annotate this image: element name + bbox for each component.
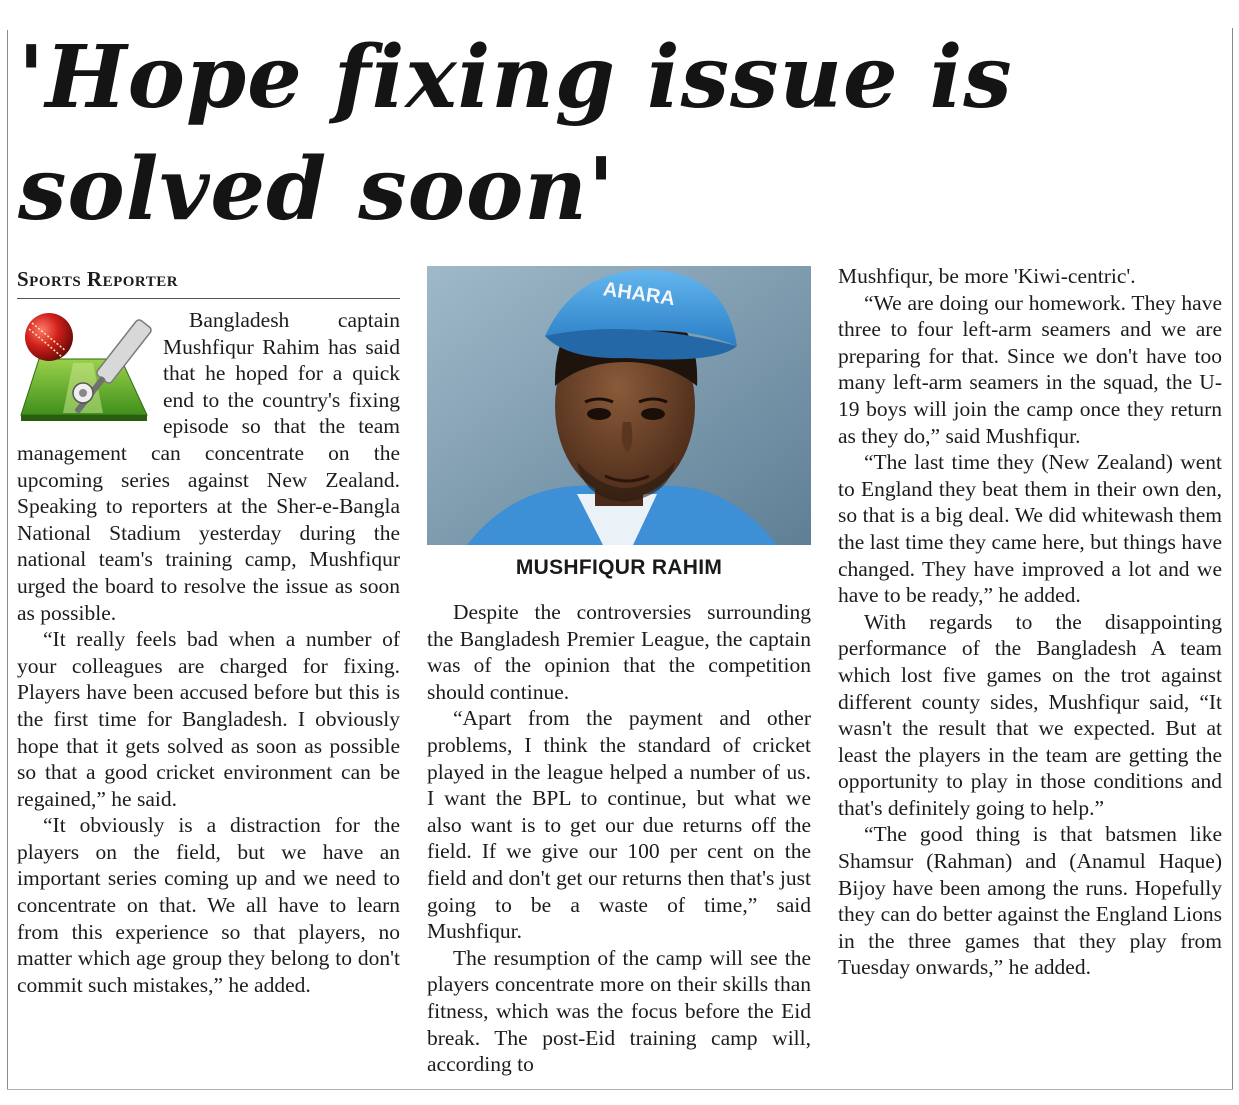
article-paragraph: Despite the controversies surrounding the Bangladesh Premier League, the captain was of the opinion that the competition should continue. <box>427 600 811 704</box>
article-paragraph: With regards to the disappointing performance of the Bangladesh A team which lost five games on the trot against different county sides, Mushfiqur said, “It wasn't the result that we expected. But at least the players in the team are getting the opportunity to play in those conditions and that's definitely going to help.” <box>838 609 1222 820</box>
article-paragraph: Mushfiqur, be more 'Kiwi-centric'. <box>838 264 1136 288</box>
article-paragraph: “It obviously is a distraction for the players on the field, but we have an important series coming up and we need to concentrate on that. We all have to learn from this experience so that players, no matter which age group they belong to don't commit such mistakes,” he added. <box>17 813 400 997</box>
cap-logo-text: AHARA <box>601 278 677 311</box>
byline: Sports Reporter <box>17 266 400 299</box>
article-paragraph: The resumption of the camp will see the players concentrate more on their skills than fitness, which was the focus before the Eid break. The post-Eid training camp will, according to <box>427 945 811 1077</box>
page-border-bottom <box>7 1089 1233 1090</box>
article-column-3 <box>838 263 1222 981</box>
article-paragraph: “The good thing is that batsmen like Shamsur (Rahman) and (Anamul Haque) Bijoy have been among the runs. Hopefully they can do better against the England Lions in the three games that they play from Tuesday onwards,” he added. <box>838 822 1222 980</box>
article-column-2 <box>427 599 811 1078</box>
headline: 'Hope fixing issue is solved soon' <box>18 27 1013 240</box>
article-paragraph: “We are doing our homework. They have three to four left-arm seamers and we are preparing for that. Since we don't have too many left-arm seamers in the squad, the U-19 boys will join the camp once they return as they do,” said Mushfiqur. <box>838 290 1222 448</box>
photo-caption: MUSHFIQUR RAHIM <box>515 556 723 579</box>
cricket-ball-bat-icon <box>17 307 157 433</box>
article-paragraph: “It really feels bad when a number of your colleagues are charged for fixing. Players have been accused before but this is the first time for Bangladesh. I obviously hope that it gets solved as soon as possible so that a good cricket environment can be regained,” he said. <box>17 627 400 811</box>
player-photo <box>427 266 811 545</box>
page-border-left <box>7 30 8 1090</box>
article-paragraph: “Apart from the payment and other problems, I think the standard of cricket played in the league helped a number of us. I want the BPL to continue, but what we also want is to get our due returns off the field. If we give our 100 per cent on the field and don't get our returns then that's just going to be a waste of time,” said Mushfiqur. <box>427 706 811 944</box>
page-border-right <box>1232 28 1233 1090</box>
article-paragraph: Bangladesh captain Mushfiqur Rahim has said that he hoped for a quick end to the country's fixing episode so that the team management can concentrate on the upcoming series against New Zealand. Speaking to reporters at the Sher-e-Bangla National Stadium yesterday during the national team's training camp, Mushfiqur urged the board to resolve the issue as soon as possible. <box>17 308 400 625</box>
article-paragraph: “The last time they (New Zealand) went to England they beat them in their own den, so that is a big deal. We did whitewash them the last time they came here, but things have changed. They have improved a lot and we have to be ready,” he added. <box>838 450 1222 608</box>
article-column-1 <box>17 266 400 998</box>
